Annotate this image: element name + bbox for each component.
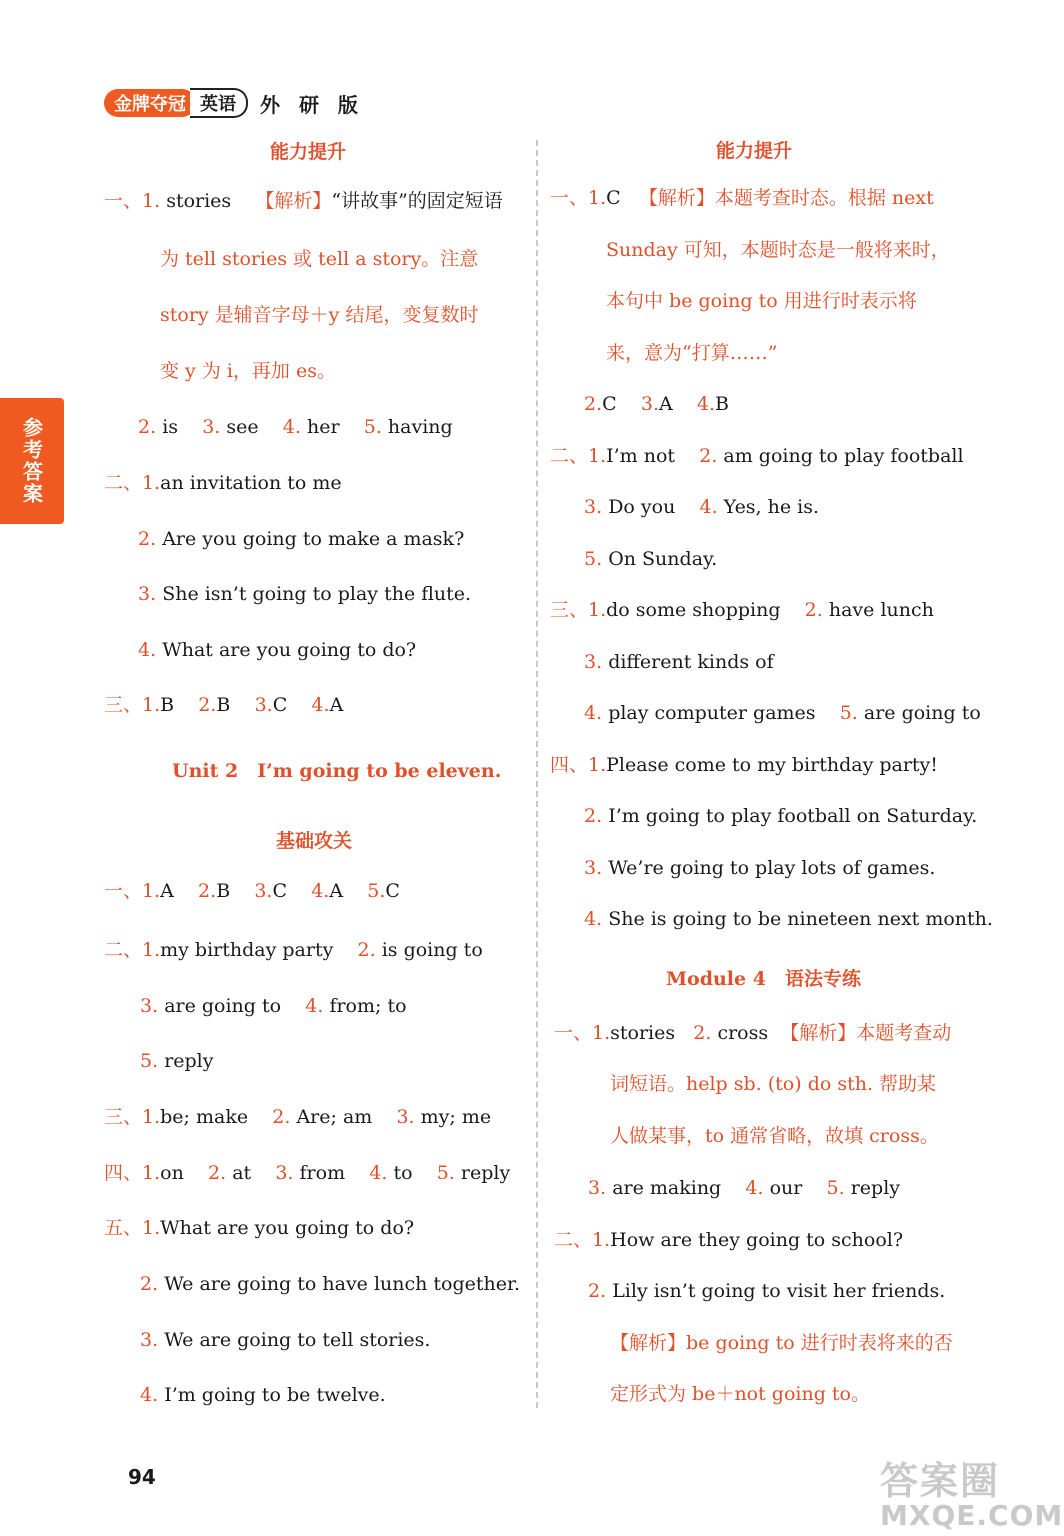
- unit-title: Unit 2 I’m going to be eleven.: [172, 760, 502, 782]
- answer-line: [104, 878, 400, 904]
- analysis-tag: 【解析】: [638, 187, 715, 209]
- answer-text: reply: [164, 1050, 214, 1072]
- item-number: 五、1.: [104, 1217, 161, 1239]
- item-number: 4.: [282, 416, 301, 438]
- analysis-text: be going to 进行时表将来的否: [686, 1332, 953, 1354]
- item-number: 2.: [198, 880, 217, 902]
- item-number: 3.: [584, 496, 603, 518]
- side-tab-answers: 参考答案: [0, 398, 64, 524]
- item-number: 4.: [138, 639, 157, 661]
- item-number: 2.: [693, 1022, 712, 1044]
- answer-text: A: [329, 694, 344, 716]
- answer-text: be; make: [160, 1106, 249, 1128]
- item-number: 3.: [275, 1162, 294, 1184]
- answer-text: my birthday party: [160, 939, 334, 961]
- edition-label: 外 研 版: [260, 92, 364, 117]
- item-number: 4.: [584, 908, 603, 930]
- item-number: 3.: [584, 857, 603, 879]
- answer-line: [588, 1278, 945, 1304]
- answer-text: play computer games: [608, 702, 816, 724]
- answer-text: We’re going to play lots of games.: [608, 857, 936, 879]
- answer-line: [584, 700, 981, 726]
- brand-name: 金牌夺冠: [104, 89, 196, 117]
- answer-line: [140, 1048, 214, 1074]
- answer-line: [584, 855, 935, 881]
- answer-text: We are going to tell stories.: [164, 1329, 431, 1351]
- answer-line: [584, 906, 993, 932]
- item-number: 2.: [584, 393, 603, 415]
- answer-line: [550, 443, 964, 469]
- answer-text: stories: [610, 1022, 676, 1044]
- answer-line: [554, 1227, 903, 1253]
- item-number: 一、1.: [104, 880, 161, 902]
- analysis-text: 词短语。help sb. (to) do sth. 帮助某: [610, 1073, 937, 1095]
- item-number: 二、1.: [550, 445, 607, 467]
- item-number: 3.: [254, 880, 273, 902]
- answer-text: on: [160, 1162, 184, 1184]
- answer-text: at: [232, 1162, 252, 1184]
- item-number: 3.: [140, 995, 159, 1017]
- answer-text: her: [306, 416, 340, 438]
- item-number: 4.: [305, 995, 324, 1017]
- item-number: 3.: [640, 393, 659, 415]
- analysis-text: 本题考查动: [856, 1022, 952, 1044]
- answer-line: [584, 494, 819, 520]
- item-number: 3.: [588, 1177, 607, 1199]
- item-number: 二、1.: [104, 472, 161, 494]
- answer-text: do some shopping: [606, 599, 781, 621]
- answer-line: [140, 1271, 520, 1297]
- answer-line: [104, 470, 342, 496]
- item-number: 5.: [839, 702, 858, 724]
- item-number: 5.: [367, 880, 386, 902]
- item-number: 3.: [138, 583, 157, 605]
- item-number: 二、1.: [554, 1229, 611, 1251]
- answer-text: C: [385, 880, 400, 902]
- item-number: 一、1.: [554, 1022, 611, 1044]
- item-number: 5.: [140, 1050, 159, 1072]
- answer-text: Are; am: [296, 1106, 373, 1128]
- analysis-tag: 【解析】: [255, 190, 332, 212]
- item-number: 二、1.: [104, 939, 161, 961]
- analysis-line: [610, 1330, 953, 1356]
- answer-line: [584, 803, 977, 829]
- answer-line: [104, 1104, 491, 1130]
- item-number: 2.: [357, 939, 376, 961]
- item-number: 3.: [140, 1329, 159, 1351]
- answer-text: What are you going to do?: [162, 639, 417, 661]
- item-number: 2.: [138, 528, 157, 550]
- answer-text: C: [272, 880, 288, 902]
- section-heading: 能力提升: [270, 141, 347, 163]
- answer-text: is: [162, 416, 179, 438]
- header-brand: [104, 90, 364, 116]
- answer-text: see: [226, 416, 259, 438]
- answer-text: have lunch: [828, 599, 934, 621]
- answer-text: my; me: [420, 1106, 492, 1128]
- answer-text: B: [715, 393, 730, 415]
- subject-label: 英语: [190, 88, 248, 118]
- answer-line: [550, 597, 934, 623]
- item-number: 5.: [363, 416, 382, 438]
- item-number: 4.: [311, 880, 330, 902]
- answer-line: [104, 1215, 414, 1241]
- answer-text: C: [606, 187, 621, 209]
- section-heading: 基础攻关: [276, 830, 353, 852]
- answer-line: [104, 692, 343, 718]
- item-number: 一、1.: [104, 190, 161, 212]
- answer-text: She is going to be nineteen next month.: [608, 908, 993, 930]
- answer-line: [140, 993, 407, 1019]
- answer-text: Are you going to make a mask?: [162, 528, 465, 550]
- answer-text: are going to: [164, 995, 282, 1017]
- answer-text: Yes, he is.: [723, 496, 820, 518]
- analysis-text: 为 tell stories 或 tell a story。注意: [160, 248, 479, 270]
- item-number: 3.: [396, 1106, 415, 1128]
- answer-text: We are going to have lunch together.: [164, 1273, 521, 1295]
- watermark-logo: [880, 1450, 1064, 1532]
- item-number: 三、1.: [104, 694, 161, 716]
- answer-text: are going to: [863, 702, 981, 724]
- answer-text: A: [329, 880, 344, 902]
- answer-text: How are they going to school?: [610, 1229, 904, 1251]
- item-number: 4.: [699, 496, 718, 518]
- answer-text: Please come to my birthday party!: [606, 754, 938, 776]
- item-number: 2.: [208, 1162, 227, 1184]
- analysis-text: 本句中 be going to 用进行时表示将: [606, 290, 917, 312]
- answer-text: having: [387, 416, 453, 438]
- answer-line: [138, 526, 464, 552]
- answer-line: [554, 1020, 951, 1046]
- page-number: 94: [128, 1465, 156, 1489]
- item-number: 3.: [584, 651, 603, 673]
- section-heading: 能力提升: [716, 140, 793, 162]
- answer-text: C: [272, 694, 288, 716]
- answer-text: from: [299, 1162, 346, 1184]
- item-number: 4.: [369, 1162, 388, 1184]
- item-number: 三、1.: [550, 599, 607, 621]
- answer-text: from; to: [329, 995, 407, 1017]
- answer-text: is going to: [381, 939, 483, 961]
- column-divider: [536, 140, 538, 1408]
- item-number: 4.: [311, 694, 330, 716]
- analysis-text: 来，意为“打算……”: [606, 342, 778, 364]
- answer-text: Lily isn’t going to visit her friends.: [612, 1280, 946, 1302]
- item-number: 2.: [198, 694, 217, 716]
- answer-text: cross: [717, 1022, 769, 1044]
- item-number: 2.: [272, 1106, 291, 1128]
- analysis-text: “讲故事”的固定短语: [331, 190, 503, 212]
- answer-text: an invitation to me: [160, 472, 342, 494]
- answer-text: Do you: [608, 496, 676, 518]
- item-number: 三、1.: [104, 1106, 161, 1128]
- item-number: 2.: [140, 1273, 159, 1295]
- analysis-text: Sunday 可知，本题时态是一般将来时，: [606, 239, 950, 261]
- item-number: 2.: [804, 599, 823, 621]
- answer-text: I’m not: [606, 445, 676, 467]
- item-number: 2.: [699, 445, 718, 467]
- answer-text: B: [216, 694, 231, 716]
- answer-line: [584, 391, 729, 417]
- answer-text: I’m going to be twelve.: [164, 1384, 386, 1406]
- answer-text: are making: [612, 1177, 722, 1199]
- item-number: 4.: [584, 702, 603, 724]
- analysis-text: story 是辅音字母＋y 结尾，变复数时: [160, 304, 479, 326]
- answer-text: reply: [460, 1162, 511, 1184]
- answer-text: A: [160, 880, 174, 902]
- answer-line: [550, 752, 938, 778]
- item-number: 5.: [584, 548, 603, 570]
- answer-line: [104, 1160, 510, 1186]
- analysis-text: 变 y 为 i，再加 es。: [160, 360, 336, 382]
- item-number: 5.: [436, 1162, 455, 1184]
- item-number: 2.: [138, 416, 157, 438]
- analysis-text: 定形式为 be＋not going to。: [610, 1383, 870, 1405]
- item-number: 四、1.: [104, 1162, 161, 1184]
- answer-text: reply: [850, 1177, 901, 1199]
- analysis-tag: 【解析】: [610, 1332, 687, 1354]
- answer-line: [138, 637, 416, 663]
- answer-text: A: [659, 393, 673, 415]
- answer-line: [138, 581, 471, 607]
- answer-text: different kinds of: [608, 651, 774, 673]
- answer-text: am going to play football: [723, 445, 964, 467]
- watermark-url: MXQE.COM: [880, 1499, 1064, 1532]
- item-number: 4.: [696, 393, 716, 415]
- item-number: 3.: [202, 416, 221, 438]
- watermark-text: 答案圈: [880, 1459, 1001, 1503]
- answer-text: to: [393, 1162, 413, 1184]
- answer-text: C: [602, 393, 617, 415]
- answer-line: [550, 185, 934, 211]
- answer-line: [584, 649, 774, 675]
- item-number: 5.: [826, 1177, 845, 1199]
- analysis-tag: 【解析】: [780, 1022, 857, 1044]
- answer-text: What are you going to do?: [160, 1217, 415, 1239]
- item-number: 2.: [584, 805, 603, 827]
- answer-text: our: [769, 1177, 803, 1199]
- answer-text: stories: [166, 190, 232, 212]
- item-number: 4.: [745, 1177, 764, 1199]
- answer-line: [104, 188, 503, 214]
- item-number: 3.: [254, 694, 273, 716]
- answer-line: [138, 414, 453, 440]
- answer-text: B: [160, 694, 175, 716]
- analysis-text: 人做某事，to 通常省略，故填 cross。: [610, 1125, 939, 1147]
- answer-line: [104, 937, 483, 963]
- answer-text: B: [216, 880, 231, 902]
- answer-line: [584, 546, 717, 572]
- answer-text: She isn’t going to play the flute.: [162, 583, 472, 605]
- item-number: 四、1.: [550, 754, 607, 776]
- answer-line: [588, 1175, 900, 1201]
- item-number: 一、1.: [550, 187, 607, 209]
- answer-line: [140, 1327, 430, 1353]
- module-title: Module 4 语法专练: [666, 968, 861, 990]
- item-number: 4.: [140, 1384, 159, 1406]
- item-number: 2.: [588, 1280, 607, 1302]
- answer-text: I’m going to play football on Saturday.: [608, 805, 978, 827]
- answer-line: [140, 1382, 386, 1408]
- answer-text: On Sunday.: [608, 548, 718, 570]
- analysis-text: 本题考查时态。根据 next: [714, 187, 934, 209]
